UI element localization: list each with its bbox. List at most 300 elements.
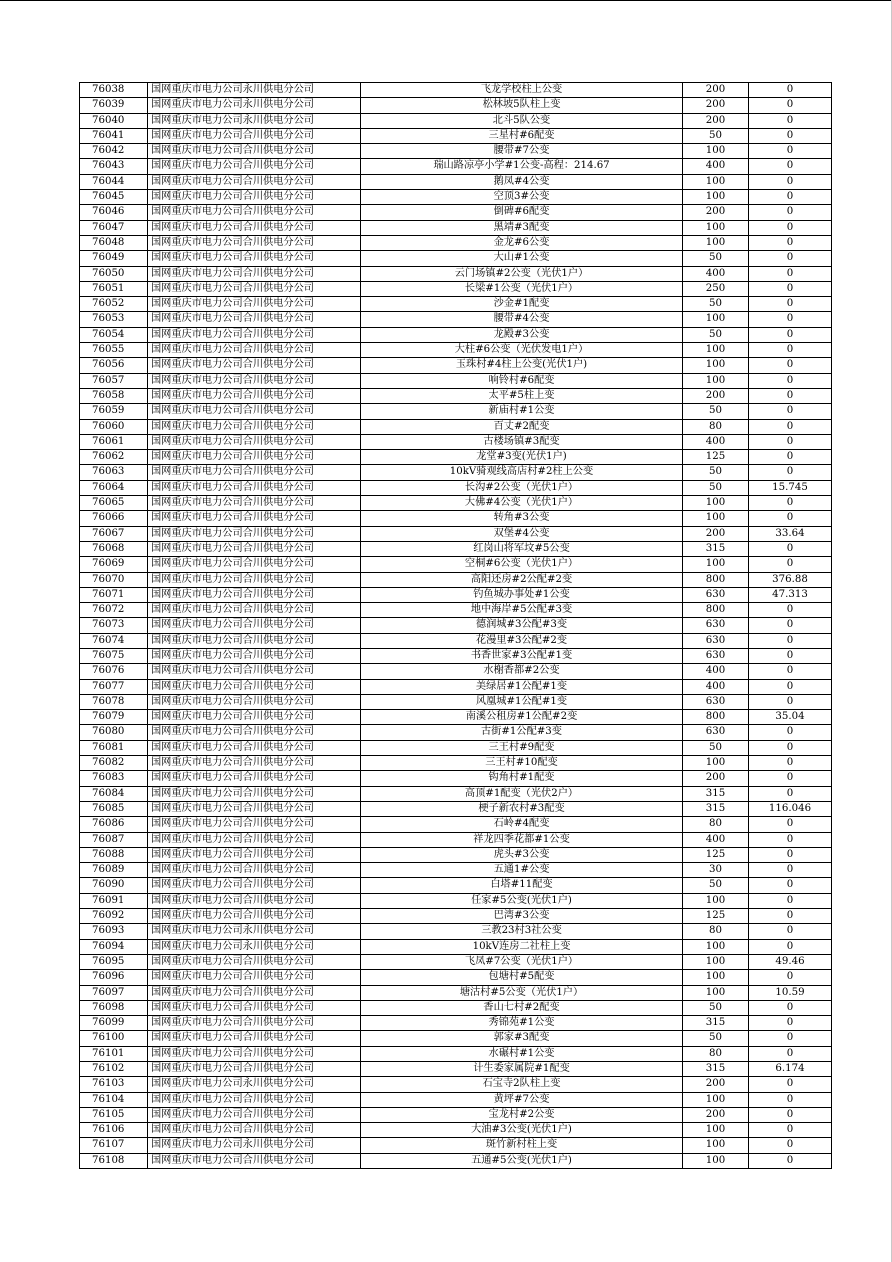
capacity-cell: 315 [683,801,749,816]
row-id-cell: 76093 [80,924,148,939]
capacity-cell: 100 [683,954,749,969]
pv-value-cell: 0 [749,664,832,679]
capacity-cell: 200 [683,83,749,98]
transformer-name-cell: 金龙#6公变 [361,235,683,250]
pv-value-cell: 0 [749,419,832,434]
capacity-cell: 50 [683,480,749,495]
table-row [80,710,832,725]
company-cell: 国网重庆市电力公司合川供电分公司 [148,847,361,862]
capacity-cell: 125 [683,847,749,862]
capacity-cell: 50 [683,465,749,480]
table-row [80,358,832,373]
company-cell: 国网重庆市电力公司合川供电分公司 [148,572,361,587]
company-cell: 国网重庆市电力公司合川供电分公司 [148,159,361,174]
transformer-name-cell: 黄坪#7公变 [361,1092,683,1107]
company-cell: 国网重庆市电力公司合川供电分公司 [148,511,361,526]
transformer-name-cell: 石岭#4配变 [361,817,683,832]
pv-value-cell: 0 [749,266,832,281]
pv-value-cell: 0 [749,924,832,939]
row-id-cell: 76085 [80,801,148,816]
row-id-cell: 76100 [80,1031,148,1046]
transformer-name-cell: 龙殿#3公变 [361,327,683,342]
transformer-name-cell: 大油#3公变(光伏1户) [361,1123,683,1138]
pv-value-cell: 0 [749,98,832,113]
row-id-cell: 76079 [80,710,148,725]
company-cell: 国网重庆市电力公司永川供电分公司 [148,1138,361,1153]
capacity-cell: 100 [683,557,749,572]
row-id-cell: 76097 [80,985,148,1000]
row-id-cell: 76060 [80,419,148,434]
transformer-name-cell: 大佛#4公变（光伏1户） [361,496,683,511]
pv-value-cell: 0 [749,205,832,220]
pv-value-cell: 0 [749,251,832,266]
row-id-cell: 76080 [80,725,148,740]
pv-value-cell: 0 [749,235,832,250]
company-cell: 国网重庆市电力公司合川供电分公司 [148,128,361,143]
row-id-cell: 76058 [80,388,148,403]
table-row [80,174,832,189]
table-row [80,113,832,128]
row-id-cell: 76055 [80,343,148,358]
capacity-cell: 80 [683,1046,749,1061]
transformer-name-cell: 石宝寺2队柱上变 [361,1077,683,1092]
table-row [80,190,832,205]
transformer-name-cell: 飞龙学校柱上公变 [361,83,683,98]
company-cell: 国网重庆市电力公司合川供电分公司 [148,970,361,985]
pv-value-cell: 0 [749,771,832,786]
capacity-cell: 400 [683,664,749,679]
capacity-cell: 400 [683,679,749,694]
capacity-cell: 800 [683,572,749,587]
company-cell: 国网重庆市电力公司永川供电分公司 [148,113,361,128]
row-id-cell: 76056 [80,358,148,373]
table-row [80,144,832,159]
company-cell: 国网重庆市电力公司合川供电分公司 [148,526,361,541]
row-id-cell: 76094 [80,939,148,954]
pv-value-cell: 0 [749,465,832,480]
pv-value-cell: 47.313 [749,587,832,602]
pv-value-cell: 0 [749,343,832,358]
company-cell: 国网重庆市电力公司永川供电分公司 [148,924,361,939]
row-id-cell: 76105 [80,1107,148,1122]
pv-value-cell: 0 [749,603,832,618]
row-id-cell: 76071 [80,587,148,602]
company-cell: 国网重庆市电力公司合川供电分公司 [148,1016,361,1031]
row-id-cell: 76087 [80,832,148,847]
pv-value-cell: 0 [749,832,832,847]
row-id-cell: 76086 [80,817,148,832]
row-id-cell: 76063 [80,465,148,480]
table-row [80,1123,832,1138]
transformer-name-cell: 红岗山将军坟#5公变 [361,541,683,556]
company-cell: 国网重庆市电力公司合川供电分公司 [148,343,361,358]
row-id-cell: 76052 [80,297,148,312]
transformer-name-cell: 三王村#9配变 [361,740,683,755]
company-cell: 国网重庆市电力公司永川供电分公司 [148,939,361,954]
pv-value-cell: 0 [749,1077,832,1092]
table-row [80,557,832,572]
pv-value-cell: 35.04 [749,710,832,725]
table-row [80,1153,832,1168]
company-cell: 国网重庆市电力公司合川供电分公司 [148,1031,361,1046]
company-cell: 国网重庆市电力公司合川供电分公司 [148,388,361,403]
table-row [80,297,832,312]
table-row [80,98,832,113]
transformer-name-cell: 秀锦苑#1公变 [361,1016,683,1031]
row-id-cell: 76067 [80,526,148,541]
row-id-cell: 76059 [80,404,148,419]
transformer-name-cell: 响铃村#6配变 [361,373,683,388]
company-cell: 国网重庆市电力公司合川供电分公司 [148,450,361,465]
row-id-cell: 76095 [80,954,148,969]
row-id-cell: 76092 [80,909,148,924]
row-id-cell: 76039 [80,98,148,113]
row-id-cell: 76044 [80,174,148,189]
capacity-cell: 100 [683,1153,749,1168]
transformer-name-cell: 古楼场镇#3配变 [361,434,683,449]
capacity-cell: 80 [683,924,749,939]
company-cell: 国网重庆市电力公司合川供电分公司 [148,985,361,1000]
pv-value-cell: 10.59 [749,985,832,1000]
capacity-cell: 800 [683,710,749,725]
capacity-cell: 100 [683,343,749,358]
pv-value-cell: 0 [749,633,832,648]
pv-value-cell: 0 [749,756,832,771]
row-id-cell: 76042 [80,144,148,159]
company-cell: 国网重庆市电力公司合川供电分公司 [148,205,361,220]
pv-value-cell: 15.745 [749,480,832,495]
company-cell: 国网重庆市电力公司合川供电分公司 [148,710,361,725]
company-cell: 国网重庆市电力公司合川供电分公司 [148,801,361,816]
transformer-name-cell: 任家#5公变(光伏1户) [361,893,683,908]
transformer-table [79,82,832,1169]
table-body [80,83,832,1169]
company-cell: 国网重庆市电力公司永川供电分公司 [148,98,361,113]
company-cell: 国网重庆市电力公司合川供电分公司 [148,434,361,449]
company-cell: 国网重庆市电力公司合川供电分公司 [148,664,361,679]
transformer-name-cell: 双堡#4公变 [361,526,683,541]
row-id-cell: 76099 [80,1016,148,1031]
capacity-cell: 80 [683,419,749,434]
transformer-name-cell: 钓鱼城办事处#1公变 [361,587,683,602]
transformer-name-cell: 五通1#公变 [361,863,683,878]
company-cell: 国网重庆市电力公司合川供电分公司 [148,174,361,189]
row-id-cell: 76078 [80,694,148,709]
row-id-cell: 76061 [80,434,148,449]
row-id-cell: 76040 [80,113,148,128]
transformer-name-cell: 长梁#1公变（光伏1户） [361,281,683,296]
transformer-name-cell: 花漫里#3公配#2变 [361,633,683,648]
company-cell: 国网重庆市电力公司合川供电分公司 [148,740,361,755]
pv-value-cell: 0 [749,373,832,388]
table-row [80,511,832,526]
row-id-cell: 76062 [80,450,148,465]
transformer-name-cell: 瑞山路凉亭小学#1公变-高程：214.67 [361,159,683,174]
pv-value-cell: 0 [749,404,832,419]
transformer-name-cell: 北斗5队公变 [361,113,683,128]
company-cell: 国网重庆市电力公司合川供电分公司 [148,1046,361,1061]
table-row [80,327,832,342]
row-id-cell: 76069 [80,557,148,572]
pv-value-cell: 0 [749,1000,832,1015]
capacity-cell: 400 [683,266,749,281]
table-row [80,572,832,587]
row-id-cell: 76101 [80,1046,148,1061]
transformer-name-cell: 郭家#3配变 [361,1031,683,1046]
company-cell: 国网重庆市电力公司合川供电分公司 [148,312,361,327]
transformer-name-cell: 水榭香都#2公变 [361,664,683,679]
company-cell: 国网重庆市电力公司合川供电分公司 [148,725,361,740]
company-cell: 国网重庆市电力公司合川供电分公司 [148,266,361,281]
pv-value-cell: 376.88 [749,572,832,587]
company-cell: 国网重庆市电力公司合川供电分公司 [148,557,361,572]
table-row [80,496,832,511]
pv-value-cell: 0 [749,740,832,755]
transformer-name-cell: 美绿居#1公配#1变 [361,679,683,694]
capacity-cell: 100 [683,970,749,985]
transformer-name-cell: 古街#1公配#3变 [361,725,683,740]
table-row [80,450,832,465]
table-row [80,159,832,174]
capacity-cell: 50 [683,251,749,266]
transformer-name-cell: 包塘村#5配变 [361,970,683,985]
transformer-name-cell: 虎头#3公变 [361,847,683,862]
transformer-name-cell: 新庙村#1公变 [361,404,683,419]
table-row [80,847,832,862]
table-row [80,281,832,296]
capacity-cell: 200 [683,205,749,220]
table-row [80,924,832,939]
company-cell: 国网重庆市电力公司合川供电分公司 [148,771,361,786]
company-cell: 国网重庆市电力公司合川供电分公司 [148,863,361,878]
company-cell: 国网重庆市电力公司合川供电分公司 [148,1107,361,1122]
pv-value-cell: 0 [749,113,832,128]
table-row [80,235,832,250]
capacity-cell: 630 [683,648,749,663]
pv-value-cell: 0 [749,297,832,312]
transformer-name-cell: 斑竹新村柱上变 [361,1138,683,1153]
pv-value-cell: 0 [749,1016,832,1031]
table-row [80,817,832,832]
company-cell: 国网重庆市电力公司合川供电分公司 [148,419,361,434]
capacity-cell: 100 [683,985,749,1000]
row-id-cell: 76108 [80,1153,148,1168]
capacity-cell: 100 [683,220,749,235]
transformer-name-cell: 长沟#2公变（光伏1户） [361,480,683,495]
pv-value-cell: 0 [749,1153,832,1168]
pv-value-cell: 0 [749,358,832,373]
transformer-name-cell: 水碾村#1公变 [361,1046,683,1061]
table-row [80,878,832,893]
company-cell: 国网重庆市电力公司合川供电分公司 [148,648,361,663]
table-row [80,694,832,709]
row-id-cell: 76074 [80,633,148,648]
capacity-cell: 100 [683,1123,749,1138]
company-cell: 国网重庆市电力公司合川供电分公司 [148,786,361,801]
table-row [80,679,832,694]
transformer-name-cell: 倒碑#6配变 [361,205,683,220]
capacity-cell: 100 [683,144,749,159]
company-cell: 国网重庆市电力公司合川供电分公司 [148,480,361,495]
table-row [80,1107,832,1122]
capacity-cell: 50 [683,297,749,312]
transformer-name-cell: 地中海岸#5公配#3变 [361,603,683,618]
company-cell: 国网重庆市电力公司合川供电分公司 [148,1062,361,1077]
row-id-cell: 76057 [80,373,148,388]
transformer-name-cell: 钩角村#1配变 [361,771,683,786]
pv-value-cell: 0 [749,847,832,862]
capacity-cell: 315 [683,1016,749,1031]
capacity-cell: 200 [683,771,749,786]
company-cell: 国网重庆市电力公司合川供电分公司 [148,251,361,266]
table-row [80,419,832,434]
capacity-cell: 50 [683,327,749,342]
capacity-cell: 100 [683,235,749,250]
pv-value-cell: 0 [749,83,832,98]
capacity-cell: 80 [683,817,749,832]
pv-value-cell: 0 [749,434,832,449]
row-id-cell: 76068 [80,541,148,556]
pv-value-cell: 0 [749,1123,832,1138]
transformer-name-cell: 飞凤#7公变（光伏1户） [361,954,683,969]
capacity-cell: 250 [683,281,749,296]
pv-value-cell: 0 [749,725,832,740]
table-row [80,465,832,480]
capacity-cell: 50 [683,1031,749,1046]
row-id-cell: 76070 [80,572,148,587]
company-cell: 国网重庆市电力公司永川供电分公司 [148,83,361,98]
row-id-cell: 76073 [80,618,148,633]
table-row [80,725,832,740]
pv-value-cell: 0 [749,786,832,801]
transformer-name-cell: 风凰城#1公配#1变 [361,694,683,709]
company-cell: 国网重庆市电力公司合川供电分公司 [148,618,361,633]
row-id-cell: 76049 [80,251,148,266]
capacity-cell: 100 [683,312,749,327]
table-row [80,343,832,358]
company-cell: 国网重庆市电力公司合川供电分公司 [148,587,361,602]
transformer-name-cell: 宝龙村#2公变 [361,1107,683,1122]
capacity-cell: 100 [683,174,749,189]
pv-value-cell: 0 [749,1092,832,1107]
pv-value-cell: 0 [749,817,832,832]
pv-value-cell: 0 [749,327,832,342]
company-cell: 国网重庆市电力公司合川供电分公司 [148,297,361,312]
transformer-name-cell: 书香世家#3公配#1变 [361,648,683,663]
row-id-cell: 76107 [80,1138,148,1153]
row-id-cell: 76084 [80,786,148,801]
transformer-name-cell: 空顶3#公变 [361,190,683,205]
pv-value-cell: 0 [749,174,832,189]
pv-value-cell: 0 [749,970,832,985]
table-row [80,541,832,556]
row-id-cell: 76075 [80,648,148,663]
capacity-cell: 50 [683,128,749,143]
company-cell: 国网重庆市电力公司合川供电分公司 [148,281,361,296]
pv-value-cell: 6.174 [749,1062,832,1077]
transformer-name-cell: 计生委家属院#1配变 [361,1062,683,1077]
capacity-cell: 50 [683,878,749,893]
transformer-name-cell: 松林坡5队柱上变 [361,98,683,113]
table-row [80,434,832,449]
transformer-name-cell: 10kV连房二社柱上变 [361,939,683,954]
row-id-cell: 76103 [80,1077,148,1092]
table-row [80,909,832,924]
transformer-name-cell: 祥龙四季花都#1公变 [361,832,683,847]
company-cell: 国网重庆市电力公司合川供电分公司 [148,373,361,388]
transformer-name-cell: 云门场镇#2公变（光伏1户） [361,266,683,281]
table-row [80,1138,832,1153]
table-row [80,1031,832,1046]
pv-value-cell: 0 [749,1031,832,1046]
row-id-cell: 76041 [80,128,148,143]
transformer-name-cell: 高顶#1配变（光伏2户） [361,786,683,801]
transformer-name-cell: 五通#5公变(光伏1户) [361,1153,683,1168]
capacity-cell: 200 [683,98,749,113]
pv-value-cell: 0 [749,648,832,663]
pv-value-cell: 0 [749,863,832,878]
pv-value-cell: 0 [749,909,832,924]
transformer-name-cell: 空桐#6公变（光伏1户） [361,557,683,572]
pv-value-cell: 0 [749,388,832,403]
capacity-cell: 630 [683,694,749,709]
pv-value-cell: 0 [749,1107,832,1122]
row-id-cell: 76050 [80,266,148,281]
company-cell: 国网重庆市电力公司合川供电分公司 [148,1092,361,1107]
table-row [80,1016,832,1031]
table-row [80,633,832,648]
transformer-name-cell: 太平#5柱上变 [361,388,683,403]
table-row [80,220,832,235]
row-id-cell: 76051 [80,281,148,296]
row-id-cell: 76047 [80,220,148,235]
row-id-cell: 76053 [80,312,148,327]
company-cell: 国网重庆市电力公司永川供电分公司 [148,1077,361,1092]
capacity-cell: 400 [683,832,749,847]
capacity-cell: 100 [683,373,749,388]
company-cell: 国网重庆市电力公司合川供电分公司 [148,954,361,969]
pv-value-cell: 33.64 [749,526,832,541]
company-cell: 国网重庆市电力公司合川供电分公司 [148,909,361,924]
row-id-cell: 76045 [80,190,148,205]
capacity-cell: 630 [683,725,749,740]
company-cell: 国网重庆市电力公司合川供电分公司 [148,817,361,832]
transformer-name-cell: 高阳还房#2公配#2变 [361,572,683,587]
row-id-cell: 76091 [80,893,148,908]
capacity-cell: 100 [683,1138,749,1153]
capacity-cell: 50 [683,1000,749,1015]
capacity-cell: 125 [683,909,749,924]
capacity-cell: 100 [683,893,749,908]
transformer-name-cell: 香山七村#2配变 [361,1000,683,1015]
company-cell: 国网重庆市电力公司合川供电分公司 [148,756,361,771]
table-row [80,251,832,266]
row-id-cell: 76106 [80,1123,148,1138]
table-row [80,618,832,633]
capacity-cell: 630 [683,633,749,648]
transformer-name-cell: 鹅凤#4公变 [361,174,683,189]
capacity-cell: 400 [683,434,749,449]
table-row [80,128,832,143]
pv-value-cell: 0 [749,694,832,709]
transformer-name-cell: 三王村#10配变 [361,756,683,771]
pv-value-cell: 0 [749,557,832,572]
capacity-cell: 200 [683,1107,749,1122]
transformer-name-cell: 大柱#6公变（光伏发电1户） [361,343,683,358]
table-row [80,939,832,954]
company-cell: 国网重庆市电力公司合川供电分公司 [148,694,361,709]
capacity-cell: 315 [683,541,749,556]
